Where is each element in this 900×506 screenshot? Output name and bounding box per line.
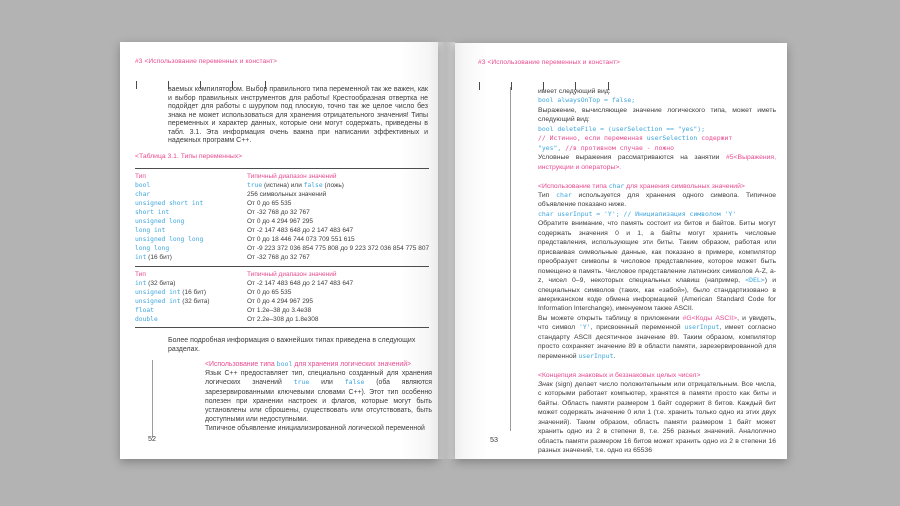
table-section-1: [135, 181, 429, 262]
column-header-range: Типичный диапазон значений: [247, 173, 337, 180]
range-cell: От 0 до 4 294 967 295: [247, 298, 314, 305]
range-cell: От -32 768 до 32 767: [247, 209, 310, 216]
table-row: [135, 306, 429, 315]
table-caption: <Таблица 3.1. Типы переменных>: [135, 153, 243, 160]
range-cell: От 0 до 18 446 744 073 709 551 615: [247, 236, 355, 243]
table-row: [135, 208, 429, 217]
running-header: #3 <Использование переменных и констант>: [135, 58, 278, 65]
intro-paragraph: ваемых компилятором. Выбор правильного типа переменной так же важен, как и выбор правильных инструментов для работы! Крестообразная отвертка не подойдет для работы с шурупом под плоскую, точно так же целое число без знака не может использоваться для хранения отрицательного значения! Типы переменных и характер данных, которые они могут содержать, приведены в табл. 3.1. Эта информация очень важна при написании эффективных и надежных программ C++.: [168, 86, 428, 144]
right-text-column: [538, 87, 776, 456]
subsection-heading: <Использование типа bool для хранения логических значений>: [205, 360, 412, 368]
text-line: имеет следующий вид:: [538, 88, 611, 95]
page-number: 53: [490, 435, 498, 444]
table-rule-bottom: [135, 327, 429, 328]
page-number: 52: [148, 434, 156, 443]
paragraph: Условные выражения рассматриваются на занятии #5<Выражения, инструкции и операторы>.: [538, 154, 776, 171]
section-heading: <Концепция знаковых и беззнаковых целых чисел>: [538, 371, 701, 379]
table-row: [135, 297, 429, 306]
tick-mark: [136, 81, 137, 89]
table-row: [135, 315, 429, 324]
paragraph: Вы можете открыть таблицу в приложении #G<Коды ASCII>, и увидеть, что символ 'Y', присвоенный переменной userInput, имеет согласно стандарту ASCII десятичное значение 89. Таким образом, компилятор просто сохраняет значение 89 в области памяти, зарезервированной для переменной userInput.: [538, 314, 777, 360]
subsection-last-line: Типичное объявление инициализированной логической переменной: [205, 425, 425, 433]
type-cell: unsigned short int: [135, 200, 204, 207]
type-cell: float: [135, 307, 154, 314]
table-row: [135, 288, 429, 297]
table-row: [135, 190, 429, 199]
paragraph: Обратите внимание, что память состоит из битов и байтов. Биты могут содержать значения 0 и 1, а байты могут хранить числовые представления, использующие эти биты. Таким образом, работая или присваивая символьные данные, как показано в примере, компилятор преобразует символы в числовое представление, которое может быть помещено в память. Числовое представление латинских символов A-Z, a-z, чисел 0–9, некоторых специальных клавиш (например, <DEL>) и специальных символов (таких, как «забой»), было стандартизовано в американском коде обмена информацией (American Standard Code for Information Interchange), именуемом также ASCII.: [538, 220, 777, 313]
tick-mark: [479, 82, 480, 90]
tick-mark: [511, 82, 512, 90]
type-cell: char: [135, 191, 151, 198]
paragraph: Знак (sign) делает число положительным или отрицательным. Все числа, с которыми работает компьютер, хранятся в памяти просто как биты и байты. Область памяти размером 1 байт содержит 8 битов. Каждый бит может содержать значение 0 или 1 (т.е. хранить только одно из этих двух значений). Таким образом, область памяти размером 1 байт может хранить одно из 2 в степени 8, т.е. 256 разных значений. Аналогично область памяти размером 16 битов может хранить одно из 2 в степени 16 разных значений, т.е. одно из 65536: [538, 381, 776, 455]
column-header-range: Типичный диапазон значений: [247, 271, 337, 278]
type-cell: unsigned long long: [135, 236, 204, 243]
type-cell: unsigned int (32 бита): [135, 298, 210, 305]
type-cell: int (16 бит): [135, 254, 172, 261]
book-spine: [438, 42, 455, 459]
type-cell: int (32 бита): [135, 280, 176, 287]
variable-types-table: [135, 168, 429, 328]
range-cell: От 2.2e–308 до 1.8e308: [247, 316, 319, 323]
type-cell: bool: [135, 182, 151, 189]
type-cell: long long: [135, 245, 170, 252]
code-comment-line: "yes", //в противном случае - ложно: [538, 143, 674, 152]
bool-subsection: [152, 360, 432, 438]
range-cell: От 0 до 65 535: [247, 200, 292, 207]
table-row: [135, 217, 429, 226]
more-info-paragraph: Более подробная информация о важнейших типах приведена в следующих разделах.: [168, 337, 416, 353]
range-cell: От -2 147 483 648 до 2 147 483 647: [247, 280, 354, 287]
paragraph: Тип char используется для хранения одного символа. Типичное объявление показано ниже.: [538, 190, 776, 209]
range-cell: От -2 147 483 648 до 2 147 483 647: [247, 227, 354, 234]
running-header: #3 <Использование переменных и констант>: [478, 59, 621, 66]
table-row: [135, 279, 429, 288]
table-row: [135, 199, 429, 208]
table-row: [135, 244, 429, 253]
table-section-2: [135, 279, 429, 324]
table-header-row: [135, 172, 429, 181]
range-cell: От -9 223 372 036 854 775 808 до 9 223 372 036 854 775 807: [247, 245, 430, 252]
margin-rule: [510, 87, 511, 431]
left-page: [120, 42, 438, 459]
code-line: bool alwaysOnTop = false;: [538, 96, 636, 105]
table-row: [135, 253, 429, 262]
code-line: char userInput = 'Y'; // Инициализация символом 'Y': [538, 209, 737, 218]
range-cell: От 0 до 65 535: [247, 289, 292, 296]
type-cell: long int: [135, 227, 166, 234]
type-cell: short int: [135, 209, 170, 216]
right-page: [455, 43, 787, 459]
column-header-type: Тип: [135, 173, 146, 180]
range-cell: От -32 768 до 32 767: [247, 254, 310, 261]
table-row: [135, 235, 429, 244]
code-comment-line: // Истинно, если переменная userSelection содержит: [538, 134, 733, 143]
range-cell: true (истина) или false (ложь): [247, 182, 344, 189]
table-row: [135, 226, 429, 235]
section-heading: <Использование типа char для хранения символьных значений>: [538, 181, 745, 190]
range-cell: 256 символьных значений: [247, 191, 327, 198]
type-cell: double: [135, 316, 158, 323]
range-cell: От 1.2e–38 до 3.4e38: [247, 307, 312, 314]
paragraph: Выражение, вычисляющее значение логического типа, может иметь следующий вид:: [538, 106, 776, 124]
table-header-row: [135, 270, 429, 279]
table-row: [135, 181, 429, 190]
type-cell: unsigned int (16 бит): [135, 289, 207, 296]
table-rule-middle: [135, 266, 429, 267]
column-header-type: Тип: [135, 271, 146, 278]
range-cell: От 0 до 4 294 967 295: [247, 218, 314, 225]
subsection-body: Язык C++ предоставляет тип, специально созданный для хранения логических значений true или false (оба являются зарезервированными ключевыми словами C++). Этот тип особенно полезен при хранении настроек и флагов, которые могут быть установлены или сброшены, существовать или отсутствовать, быть доступными или недоступными.: [205, 370, 432, 424]
code-line: bool deleteFile = (userSelection == "yes");: [538, 124, 706, 133]
type-cell: unsigned long: [135, 218, 185, 225]
